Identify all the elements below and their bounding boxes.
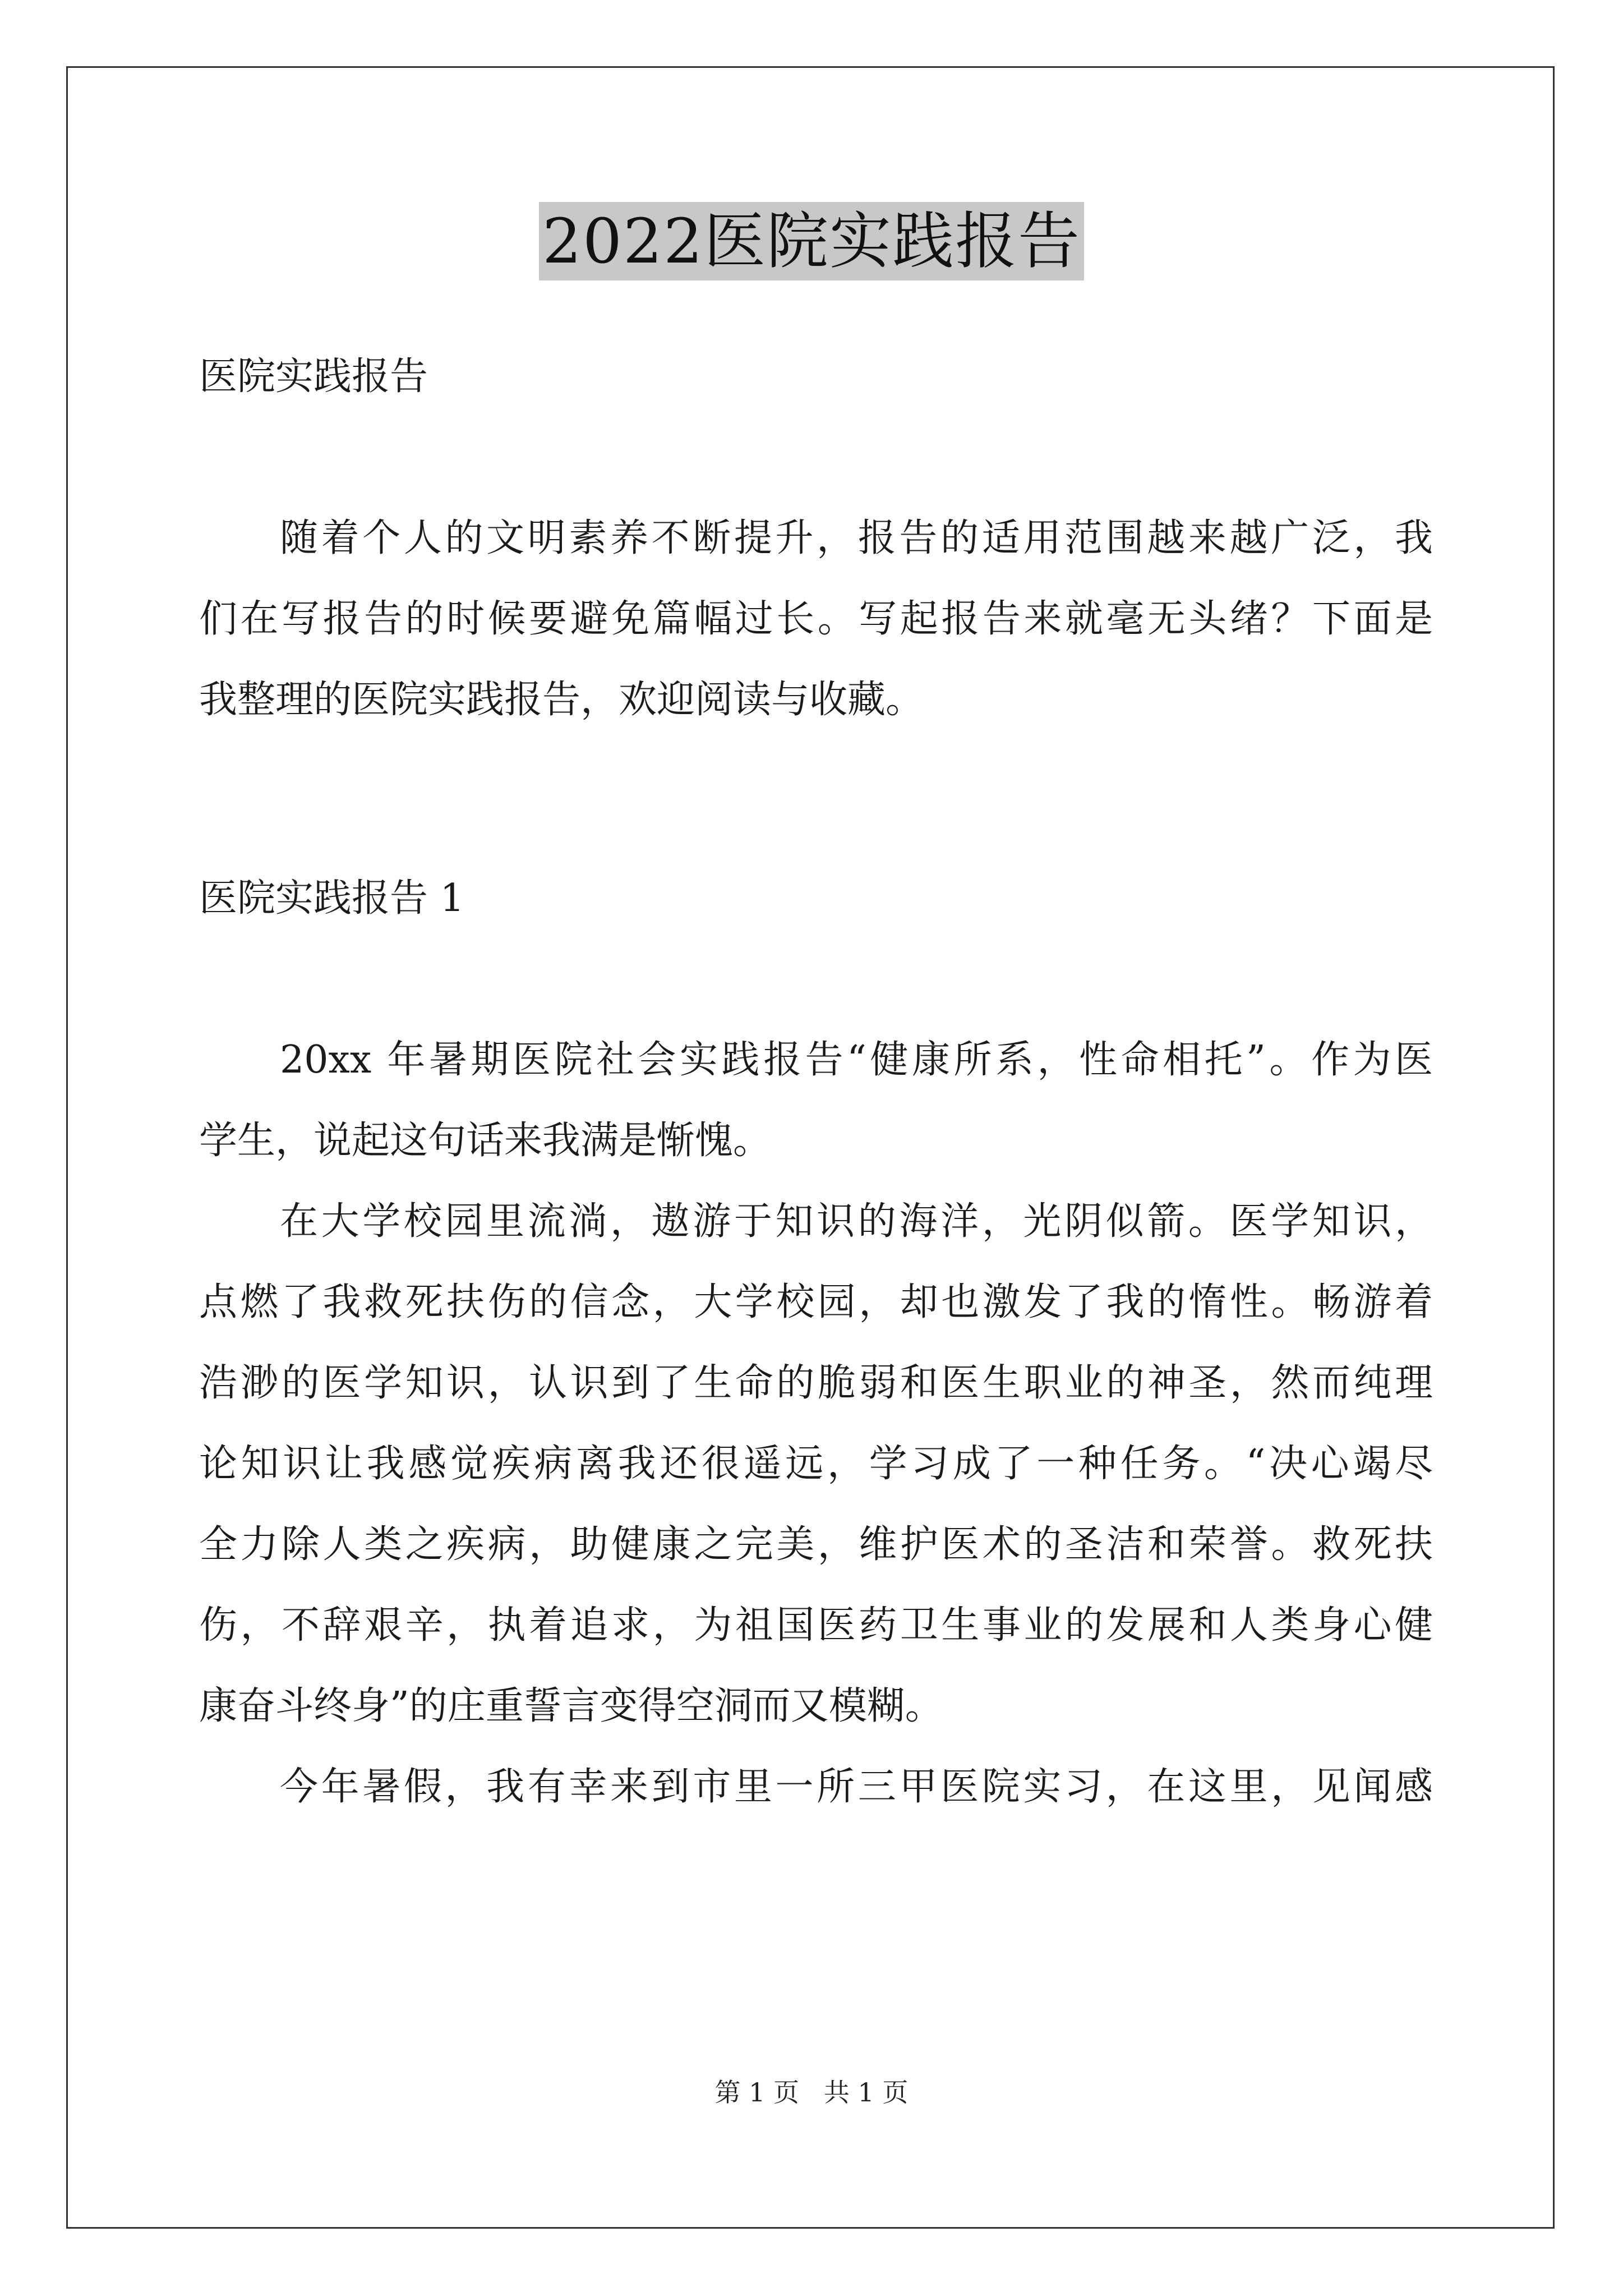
paragraph-line: 康奋斗终身”的庄重誓言变得空洞而又模糊。 [199,1684,943,1728]
paragraph-line: 浩渺的医学知识，认识到了生命的脆弱和医生职业的神圣，然而纯理 [199,1361,1433,1405]
section-heading: 医院实践报告 [199,355,428,399]
spacer [199,939,1433,1020]
paragraph-line: 今年暑假，我有幸来到市里一所三甲医院实习，在这里，见闻感 [280,1765,1433,1809]
paragraph-line: 伤，不辞艰辛，执着追求，为祖国医药卫生事业的发展和人类身心健 [199,1603,1433,1648]
paragraph-line: 我整理的医院实践报告，欢迎阅读与收藏。 [199,678,924,722]
section-heading: 医院实践报告 1 [199,876,464,921]
paragraph-line: 全力除人类之疾病，助健康之完美，维护医术的圣洁和荣誉。救死扶 [199,1522,1433,1567]
paragraph-line: 们在写报告的时候要避免篇幅过长。写起报告来就毫无头绪？下面是 [199,597,1433,641]
paragraph-line: 随着个人的文明素养不断提升，报告的适用范围越来越广泛，我 [280,516,1433,560]
paragraph-line: 在大学校园里流淌，遨游于知识的海洋，光阴似箭。医学知识， [280,1199,1433,1244]
paragraph-line: 点燃了我救死扶伤的信念，大学校园，却也激发了我的惰性。畅游着 [199,1280,1433,1324]
paragraph-line: 学生，说起这句话来我满是惭愧。 [199,1119,772,1163]
title-container [0,202,1623,280]
page-number-footer: 第 1 页 共 1 页 [714,2077,909,2108]
document-title: 2022医院实践报告 [539,202,1084,280]
spacer [199,740,1433,858]
document-body [199,337,1433,1828]
paragraph-line: 论知识让我感觉疾病离我还很遥远，学习成了一种任务。“决心竭尽 [199,1442,1433,1486]
spacer [199,417,1433,498]
paragraph-line: 20xx 年暑期医院社会实践报告“健康所系，性命相托”。作为医 [280,1038,1433,1082]
